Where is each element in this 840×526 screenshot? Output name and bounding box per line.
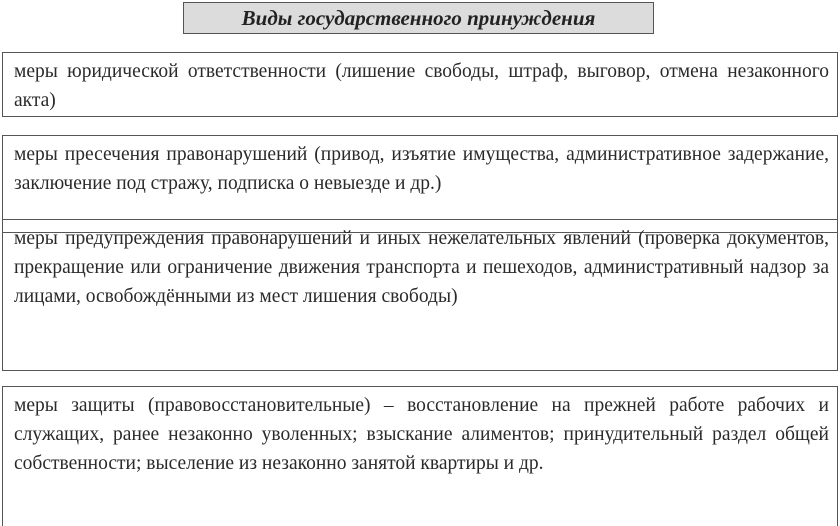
page-title: Виды государственного принуждения: [241, 5, 596, 30]
coercion-type-protection: [2, 386, 838, 526]
coercion-type-legal-liability: [2, 52, 838, 117]
coercion-type-text: меры юридической ответственности (лишение свободы, штраф, выговор, отмена незаконного акта): [14, 61, 829, 111]
heading-box: [183, 2, 654, 34]
coercion-type-text: меры предупреждения правонарушений и иных нежелательных явлений (проверка документов, прекращение или ограничение движения транспорта и пешеходов, административный надзор за лицами, освобождёнными из мест лишения свободы): [14, 228, 829, 307]
coercion-type-text: меры защиты (правовосстановительные) – восстановление на прежней работе рабочих и служащих, ранее незаконно уволенных; взыскание алиментов; принудительный раздел общей собственности; выселение из незаконно занятой квартиры и др.: [14, 395, 829, 474]
coercion-type-prevention: [2, 219, 838, 371]
coercion-type-text: меры пресечения правонарушений (привод, изъятие имущества, административное задержание, заключение под стражу, подписка о невыезде и др.): [14, 144, 829, 194]
